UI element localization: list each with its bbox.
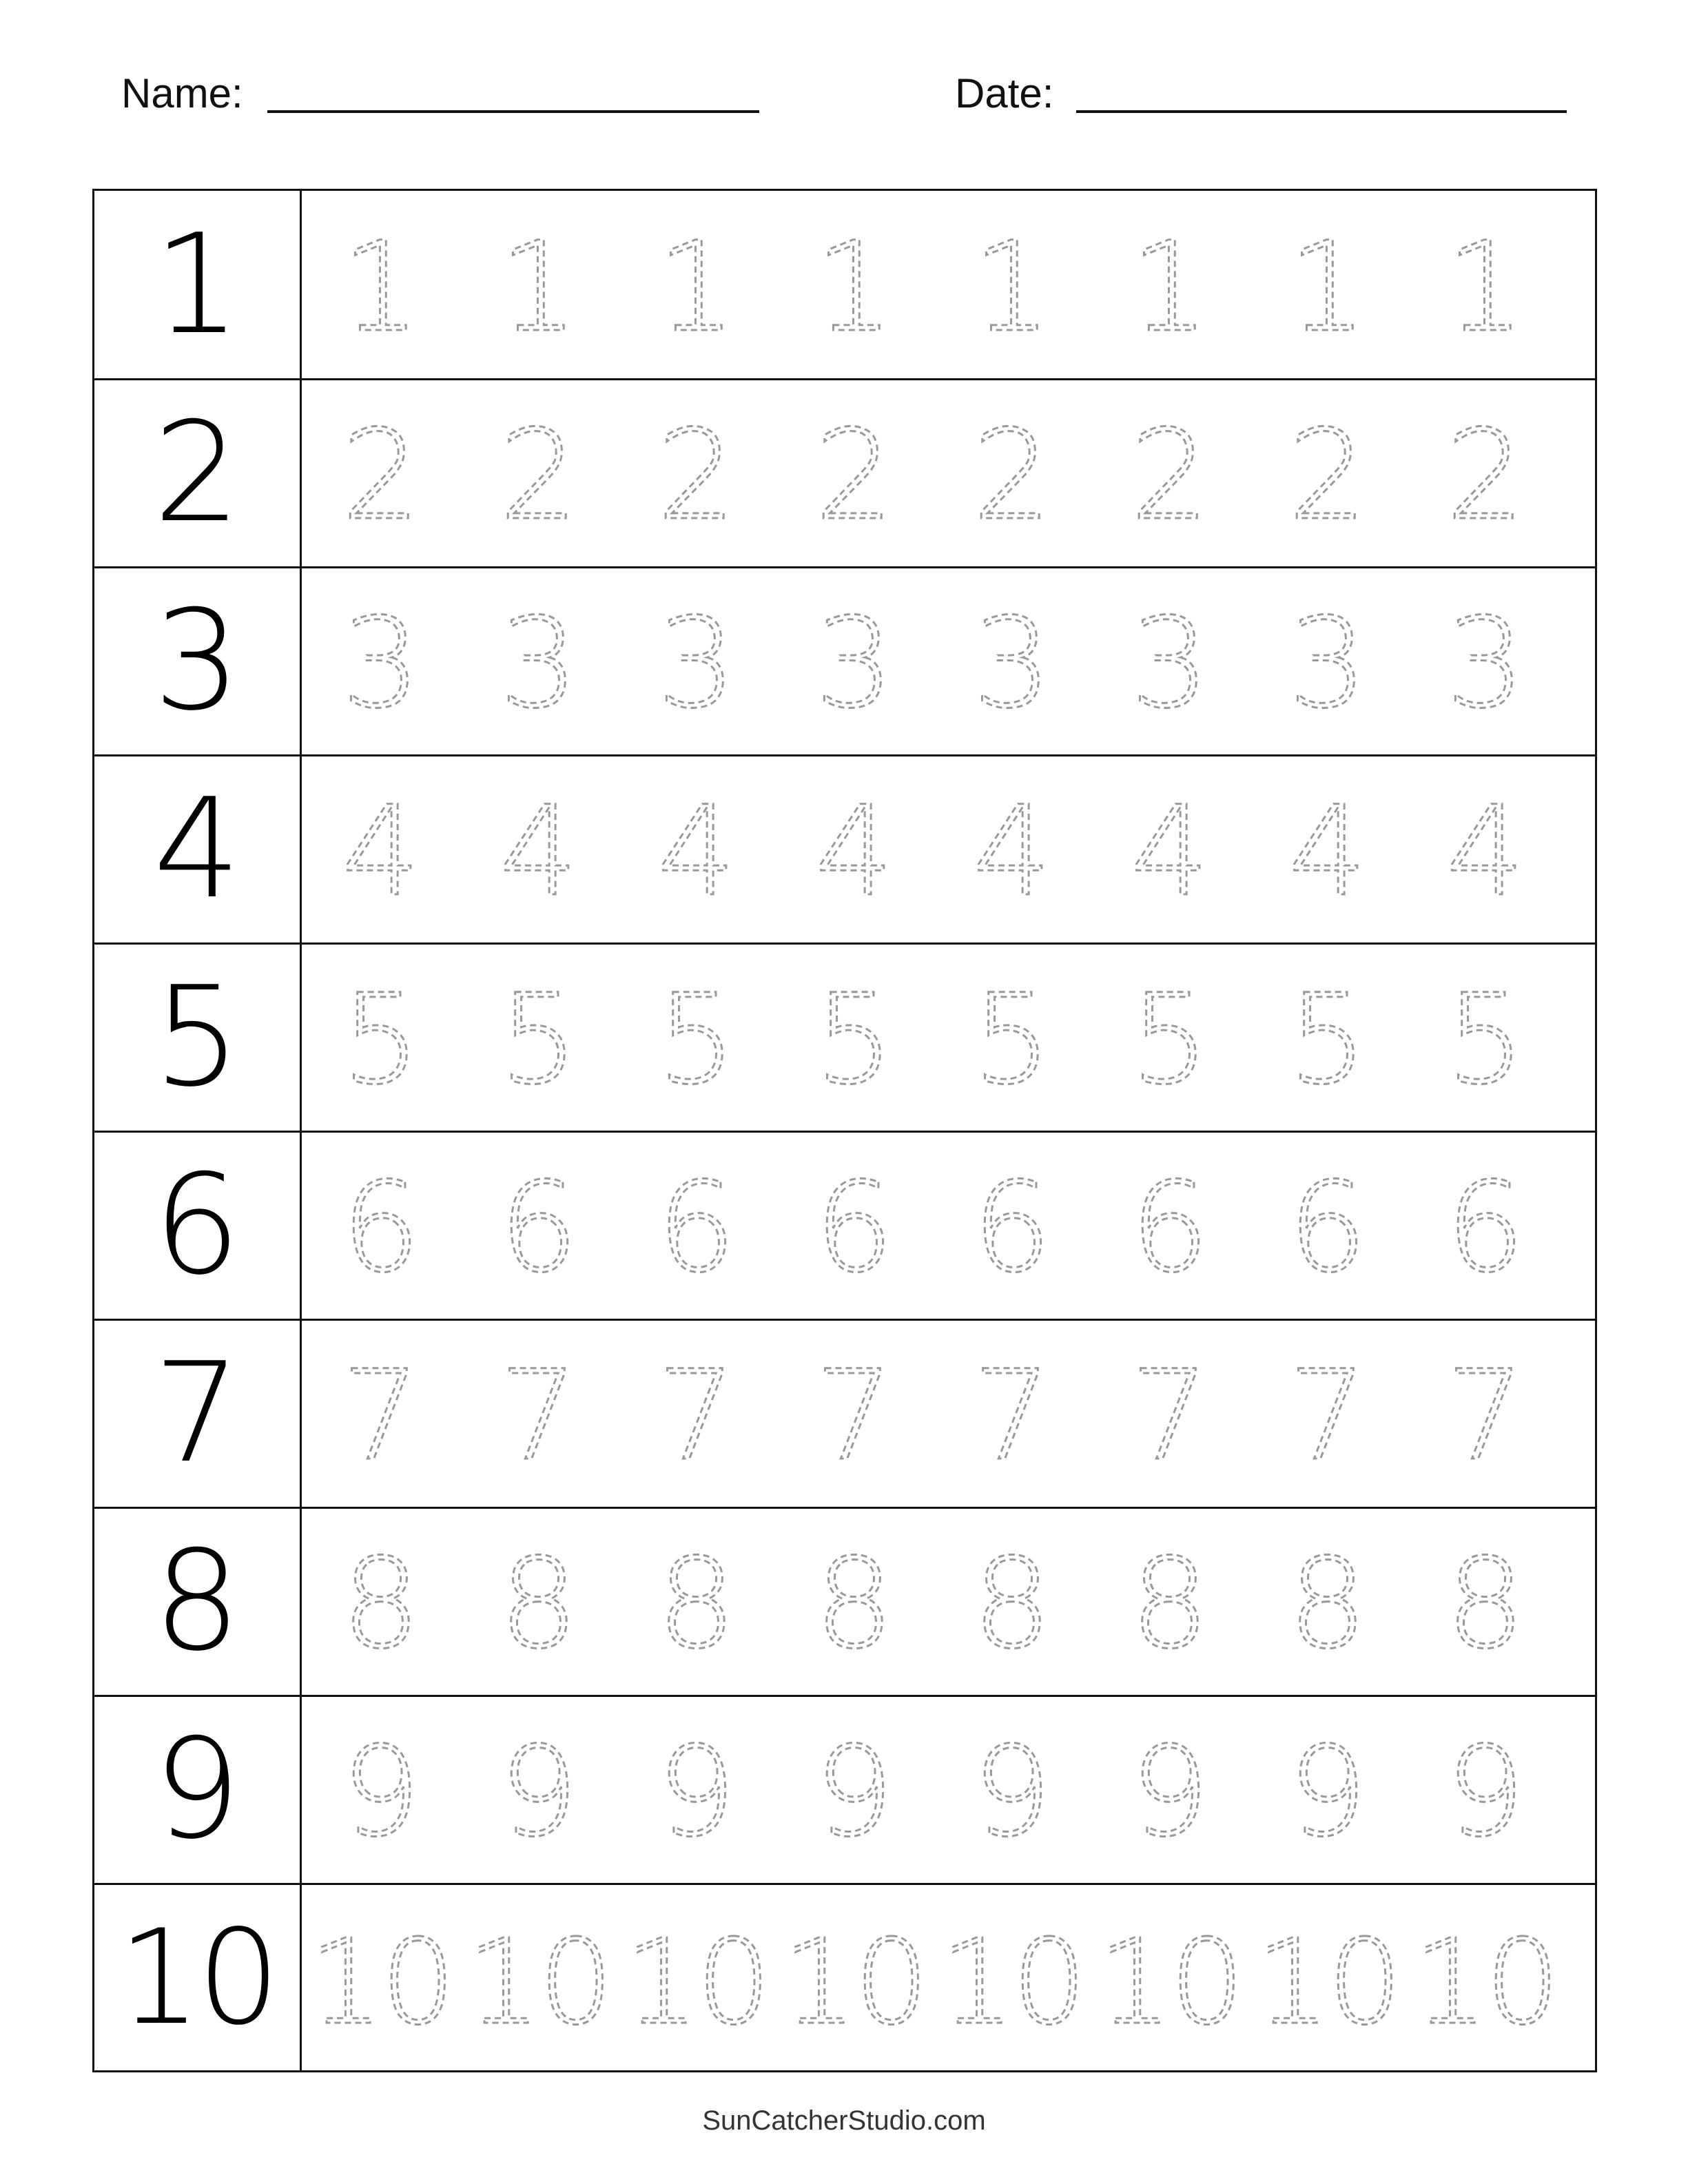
trace-number[interactable]: [617, 379, 775, 567]
trace-number[interactable]: [1091, 567, 1248, 755]
trace-number[interactable]: [302, 1319, 460, 1507]
trace-number[interactable]: [933, 379, 1091, 567]
trace-number[interactable]: [1406, 191, 1564, 379]
trace-number[interactable]: [775, 379, 933, 567]
trace-glyph: 2: [499, 403, 578, 548]
trace-glyph: 1: [1445, 215, 1525, 360]
model-number: 8: [153, 1521, 241, 1682]
trace-glyph: 5: [341, 967, 420, 1112]
trace-number[interactable]: [933, 1319, 1091, 1507]
date-label: Date:: [955, 70, 1054, 116]
number-row: [94, 1131, 1595, 1319]
trace-number[interactable]: [302, 191, 460, 379]
trace-number[interactable]: [302, 943, 460, 1131]
trace-number[interactable]: [1406, 567, 1564, 755]
model-number: 7: [153, 1333, 241, 1494]
trace-glyph: 9: [1288, 1720, 1367, 1864]
trace-glyph: 4: [1445, 779, 1525, 924]
trace-number[interactable]: [775, 1131, 933, 1319]
trace-glyph: 6: [499, 1155, 578, 1300]
trace-number[interactable]: [1406, 1884, 1564, 2072]
trace-area[interactable]: [302, 755, 1595, 943]
number-row: [94, 191, 1595, 379]
number-row: [94, 1884, 1595, 2072]
trace-number[interactable]: [617, 567, 775, 755]
trace-glyph: 4: [657, 779, 736, 924]
trace-glyph: 5: [814, 967, 894, 1112]
trace-area[interactable]: [302, 1507, 1595, 1696]
trace-number[interactable]: [1248, 379, 1406, 567]
trace-glyph: 8: [1445, 1532, 1525, 1676]
number-row: [94, 943, 1595, 1131]
trace-glyph: 9: [341, 1720, 420, 1864]
trace-number[interactable]: [1091, 1696, 1248, 1884]
trace-number[interactable]: [617, 943, 775, 1131]
trace-number[interactable]: [302, 1696, 460, 1884]
model-number: 2: [153, 393, 241, 553]
trace-number[interactable]: [302, 1131, 460, 1319]
trace-number[interactable]: [460, 1696, 617, 1884]
trace-glyph: 8: [499, 1532, 578, 1676]
trace-glyph: 2: [1445, 403, 1525, 548]
trace-glyph: 2: [814, 403, 894, 548]
number-row: [94, 567, 1595, 755]
trace-number[interactable]: [460, 755, 617, 943]
trace-number[interactable]: [1248, 1319, 1406, 1507]
trace-glyph: 7: [814, 1343, 894, 1488]
trace-glyph: 7: [1445, 1343, 1525, 1488]
trace-number[interactable]: [460, 1131, 617, 1319]
trace-glyph: 7: [657, 1343, 736, 1488]
model-number: 3: [153, 581, 241, 741]
trace-glyph: 9: [499, 1720, 578, 1864]
trace-glyph: 4: [499, 779, 578, 924]
trace-number[interactable]: [775, 755, 933, 943]
trace-glyph: 3: [1130, 591, 1209, 736]
name-field[interactable]: [121, 66, 762, 121]
trace-glyph: 1: [657, 215, 736, 360]
trace-glyph: 6: [1445, 1155, 1525, 1300]
trace-glyph: 5: [657, 967, 736, 1112]
name-label: Name:: [121, 70, 243, 116]
trace-number[interactable]: [1406, 1696, 1564, 1884]
trace-glyph: 9: [814, 1720, 894, 1864]
trace-number[interactable]: [775, 191, 933, 379]
trace-glyph: 6: [814, 1155, 894, 1300]
trace-glyph: 3: [657, 591, 736, 736]
trace-glyph: 6: [1288, 1155, 1367, 1300]
trace-number[interactable]: [460, 191, 617, 379]
number-row: [94, 755, 1595, 943]
trace-glyph: 10: [1255, 1914, 1399, 2051]
model-number: 9: [153, 1709, 241, 1870]
footer-site: SunCatcherStudio.com: [702, 2105, 986, 2136]
trace-number[interactable]: [460, 567, 617, 755]
trace-number[interactable]: [617, 1696, 775, 1884]
trace-glyph: 2: [1288, 403, 1367, 548]
trace-glyph: 5: [499, 967, 578, 1112]
tracing-grid: [92, 189, 1597, 2072]
trace-number[interactable]: [1091, 379, 1248, 567]
trace-number[interactable]: [933, 1507, 1091, 1696]
trace-glyph: 6: [1130, 1155, 1209, 1300]
trace-number[interactable]: [933, 1696, 1091, 1884]
trace-glyph: 9: [972, 1720, 1051, 1864]
trace-number[interactable]: [1091, 1319, 1248, 1507]
trace-number[interactable]: [617, 755, 775, 943]
trace-glyph: 10: [624, 1914, 768, 2051]
trace-glyph: 1: [972, 215, 1051, 360]
trace-number[interactable]: [302, 567, 460, 755]
trace-number[interactable]: [302, 1507, 460, 1696]
number-row: [94, 379, 1595, 567]
trace-glyph: 5: [1445, 967, 1525, 1112]
trace-number[interactable]: [1248, 1507, 1406, 1696]
trace-area[interactable]: [302, 379, 1595, 567]
trace-glyph: 4: [341, 779, 420, 924]
number-row: [94, 1696, 1595, 1884]
trace-area[interactable]: [302, 1319, 1595, 1507]
trace-number[interactable]: [617, 1319, 775, 1507]
name-write-line[interactable]: [267, 110, 759, 113]
trace-glyph: 10: [782, 1914, 926, 2051]
trace-glyph: 4: [972, 779, 1051, 924]
trace-number[interactable]: [1248, 943, 1406, 1131]
trace-area[interactable]: [302, 1131, 1595, 1319]
trace-area[interactable]: [302, 567, 1595, 755]
trace-glyph: 7: [341, 1343, 420, 1488]
trace-number[interactable]: [775, 1319, 933, 1507]
trace-glyph: 3: [341, 591, 420, 736]
trace-number[interactable]: [775, 943, 933, 1131]
trace-glyph: 7: [1130, 1343, 1209, 1488]
number-row: [94, 1507, 1595, 1696]
trace-number[interactable]: [933, 943, 1091, 1131]
trace-glyph: 8: [657, 1532, 736, 1676]
trace-number[interactable]: [617, 1884, 775, 2072]
trace-glyph: 8: [341, 1532, 420, 1676]
trace-number[interactable]: [1091, 1131, 1248, 1319]
number-row: [94, 1319, 1595, 1507]
trace-number[interactable]: [617, 1507, 775, 1696]
trace-glyph: 5: [1288, 967, 1367, 1112]
trace-number[interactable]: [1248, 755, 1406, 943]
trace-glyph: 2: [1130, 403, 1209, 548]
trace-number[interactable]: [1406, 1507, 1564, 1696]
trace-glyph: 10: [1413, 1914, 1557, 2051]
trace-glyph: 1: [499, 215, 578, 360]
trace-glyph: 9: [1445, 1720, 1525, 1864]
trace-glyph: 7: [499, 1343, 578, 1488]
trace-glyph: 1: [1288, 215, 1367, 360]
trace-glyph: 10: [1098, 1914, 1242, 2051]
trace-glyph: 3: [1288, 591, 1367, 736]
trace-number[interactable]: [1248, 1131, 1406, 1319]
trace-glyph: 10: [309, 1914, 453, 2051]
trace-glyph: 8: [814, 1532, 894, 1676]
model-number: 4: [153, 769, 241, 929]
trace-number[interactable]: [1406, 379, 1564, 567]
trace-glyph: 10: [466, 1914, 610, 2051]
trace-number[interactable]: [302, 379, 460, 567]
trace-glyph: 3: [499, 591, 578, 736]
model-number: 10: [118, 1902, 276, 2054]
trace-glyph: 7: [972, 1343, 1051, 1488]
trace-glyph: 5: [972, 967, 1051, 1112]
trace-number[interactable]: [617, 1131, 775, 1319]
trace-glyph: 1: [814, 215, 894, 360]
date-write-line[interactable]: [1076, 110, 1567, 113]
trace-number[interactable]: [1406, 755, 1564, 943]
trace-number[interactable]: [460, 1507, 617, 1696]
trace-number[interactable]: [933, 755, 1091, 943]
trace-area[interactable]: [302, 1884, 1595, 2072]
trace-area[interactable]: [302, 1696, 1595, 1884]
trace-glyph: 7: [1288, 1343, 1367, 1488]
trace-number[interactable]: [617, 191, 775, 379]
trace-number[interactable]: [1406, 943, 1564, 1131]
trace-number[interactable]: [775, 567, 933, 755]
trace-area[interactable]: [302, 191, 1595, 379]
trace-glyph: 10: [940, 1914, 1084, 2051]
trace-number[interactable]: [460, 1884, 617, 2072]
trace-glyph: 6: [657, 1155, 736, 1300]
trace-number[interactable]: [302, 755, 460, 943]
trace-glyph: 3: [814, 591, 894, 736]
trace-number[interactable]: [1248, 567, 1406, 755]
trace-glyph: 4: [814, 779, 894, 924]
trace-number[interactable]: [933, 567, 1091, 755]
trace-area[interactable]: [302, 943, 1595, 1131]
trace-number[interactable]: [1248, 1696, 1406, 1884]
model-number: 1: [153, 205, 241, 365]
trace-glyph: 8: [1288, 1532, 1367, 1676]
trace-glyph: 8: [972, 1532, 1051, 1676]
trace-glyph: 2: [341, 403, 420, 548]
trace-number[interactable]: [1091, 191, 1248, 379]
trace-number[interactable]: [933, 1131, 1091, 1319]
trace-number[interactable]: [1248, 191, 1406, 379]
trace-number[interactable]: [1091, 943, 1248, 1131]
trace-glyph: 1: [341, 215, 420, 360]
trace-number[interactable]: [775, 1507, 933, 1696]
trace-number[interactable]: [1091, 755, 1248, 943]
trace-number[interactable]: [933, 1884, 1091, 2072]
trace-glyph: 5: [1130, 967, 1209, 1112]
trace-glyph: 6: [972, 1155, 1051, 1300]
trace-glyph: 4: [1130, 779, 1209, 924]
trace-glyph: 9: [657, 1720, 736, 1864]
trace-number[interactable]: [302, 1884, 460, 2072]
trace-glyph: 6: [341, 1155, 420, 1300]
trace-number[interactable]: [775, 1884, 933, 2072]
trace-number[interactable]: [933, 191, 1091, 379]
trace-glyph: 2: [972, 403, 1051, 548]
trace-number[interactable]: [1406, 1319, 1564, 1507]
trace-number[interactable]: [460, 1319, 617, 1507]
trace-number[interactable]: [1406, 1131, 1564, 1319]
trace-glyph: 4: [1288, 779, 1367, 924]
trace-number[interactable]: [460, 943, 617, 1131]
trace-glyph: 2: [657, 403, 736, 548]
trace-number[interactable]: [460, 379, 617, 567]
trace-glyph: 8: [1130, 1532, 1209, 1676]
trace-number[interactable]: [775, 1696, 933, 1884]
trace-number[interactable]: [1091, 1884, 1248, 2072]
trace-number[interactable]: [1248, 1884, 1406, 2072]
trace-glyph: 3: [1445, 591, 1525, 736]
trace-glyph: 1: [1130, 215, 1209, 360]
trace-glyph: 3: [972, 591, 1051, 736]
trace-number[interactable]: [1091, 1507, 1248, 1696]
date-field[interactable]: [955, 66, 1575, 121]
model-number: 5: [153, 957, 241, 1117]
model-number: 6: [153, 1145, 241, 1306]
trace-glyph: 9: [1130, 1720, 1209, 1864]
